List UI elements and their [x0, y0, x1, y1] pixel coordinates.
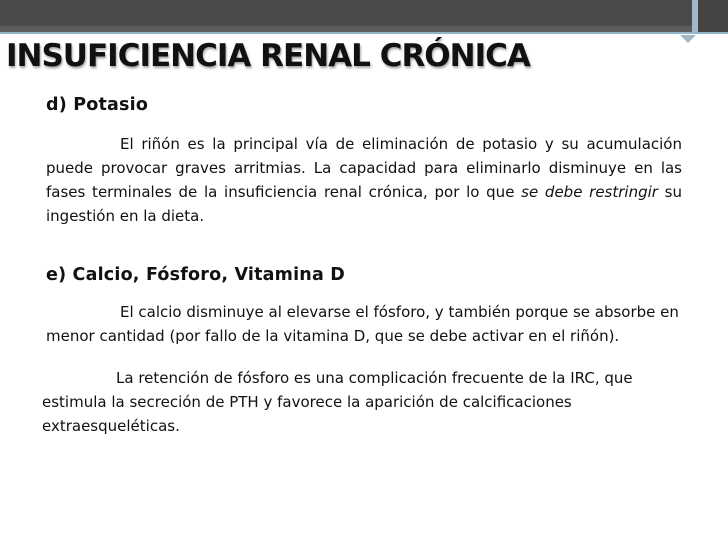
corner-tab-decoration [698, 0, 728, 32]
header-accent-line [0, 32, 728, 34]
slide-title: INSUFICIENCIA RENAL CRÓNICA [6, 38, 530, 74]
section-heading-calcio: e) Calcio, Fósforo, Vitamina D [46, 265, 345, 285]
paragraph-calcio: El calcio disminuye al elevarse el fósforo, y también porque se absorbe en menor cantidad (por fallo de la vitamina D, que se debe activar en el riñón). [46, 303, 679, 345]
slide-body [42, 92, 683, 438]
paragraph-fosforo: La retención de fósforo es una complicación frecuente de la IRC, que estimula la secreción de PTH y favorece la aparición de calcificaciones extraesqueléticas. [42, 369, 633, 435]
paragraph-potasio-text: El riñón es la principal vía de eliminación de potasio y su acumulación puede provocar graves arritmias. La capacidad para eliminarlo disminuye en las fases terminales de la insuficiencia renal crónica, por lo que [46, 135, 682, 201]
paragraph-potasio-text-end: su ingestión en la dieta. [46, 183, 683, 225]
paragraph-potasio [46, 132, 682, 228]
section-heading-potasio: d) Potasio [46, 95, 149, 115]
paragraph-potasio-emphasis: se debe restringir [521, 183, 658, 201]
triangle-pointer-icon [680, 35, 696, 43]
